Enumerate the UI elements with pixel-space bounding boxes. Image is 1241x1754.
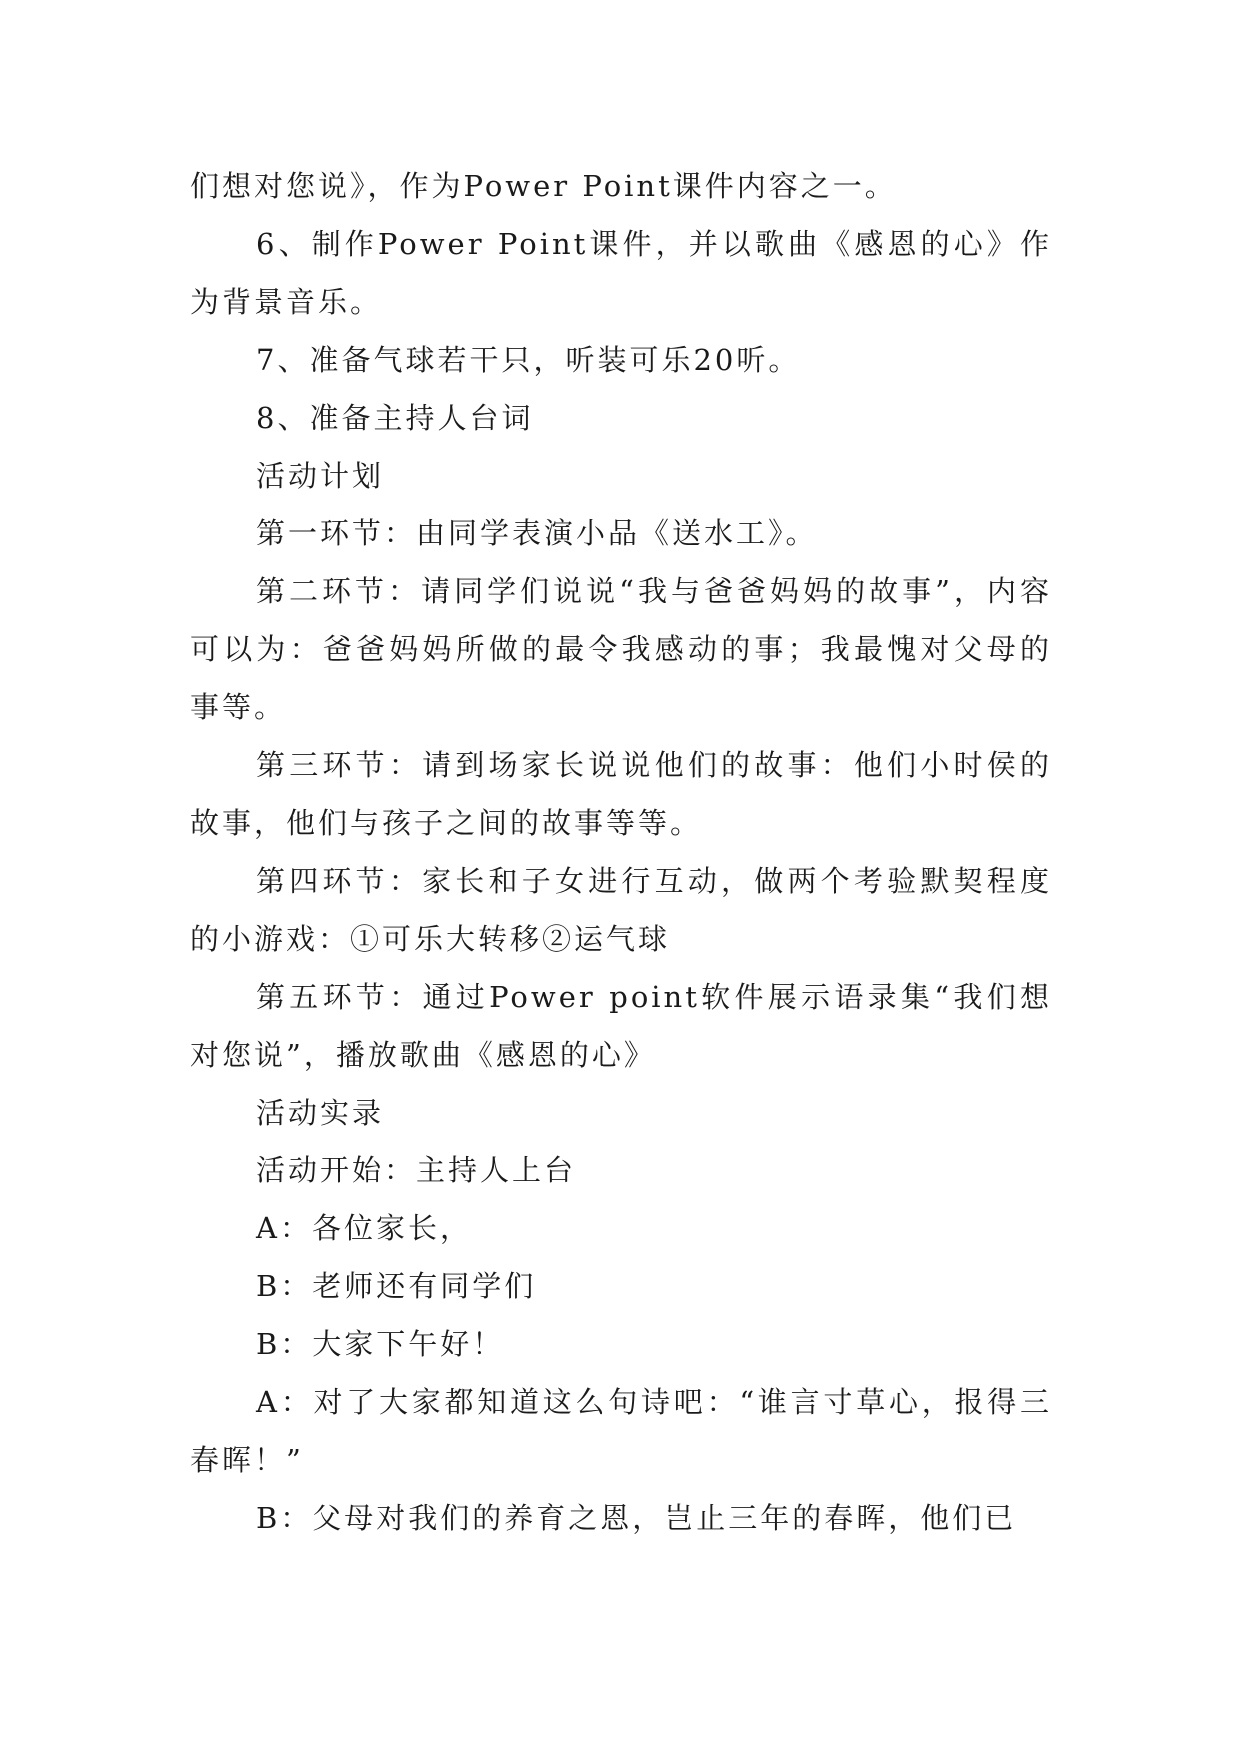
paragraph: 8、准备主持人台词 — [256, 400, 534, 435]
section-heading: 活动实录 — [256, 1095, 385, 1130]
paragraph: 们想对您说》，作为Power Point课件内容之一。 — [190, 169, 897, 203]
paragraph: 7、准备气球若干只，听装可乐20听。 — [256, 342, 801, 377]
paragraph: 第二环节：请同学们说说“我与爸爸妈妈的故事”，内容可以为：爸爸妈妈所做的最令我感动的事；我最愧对父母的事等。 — [190, 574, 1052, 725]
paragraph: 第四环节：家长和子女进行互动，做两个考验默契程度的小游戏：①可乐大转移②运气球 — [190, 863, 1052, 956]
document-body — [190, 158, 1052, 1548]
dialogue-line: B：父母对我们的养育之恩，岂止三年的春晖，他们已 — [256, 1500, 1017, 1535]
paragraph: 第五环节：通过Power point软件展示语录集“我们想对您说”，播放歌曲《感恩的心》 — [190, 979, 1052, 1072]
dialogue-line: B：老师还有同学们 — [256, 1269, 537, 1304]
dialogue-line: B：大家下午好！ — [256, 1327, 505, 1362]
paragraph: 第三环节：请到场家长说说他们的故事：他们小时侯的故事，他们与孩子之间的故事等等。 — [190, 748, 1052, 840]
section-heading: 活动计划 — [256, 458, 385, 493]
paragraph: 活动开始：主持人上台 — [256, 1153, 577, 1188]
dialogue-line: A：各位家长， — [256, 1211, 472, 1246]
dialogue-line: A：对了大家都知道这么句诗吧：“谁言寸草心，报得三春晖！” — [190, 1385, 1052, 1477]
paragraph: 6、制作Power Point课件，并以歌曲《感恩的心》作为背景音乐。 — [190, 226, 1052, 319]
paragraph: 第一环节：由同学表演小品《送水工》。 — [256, 516, 818, 551]
